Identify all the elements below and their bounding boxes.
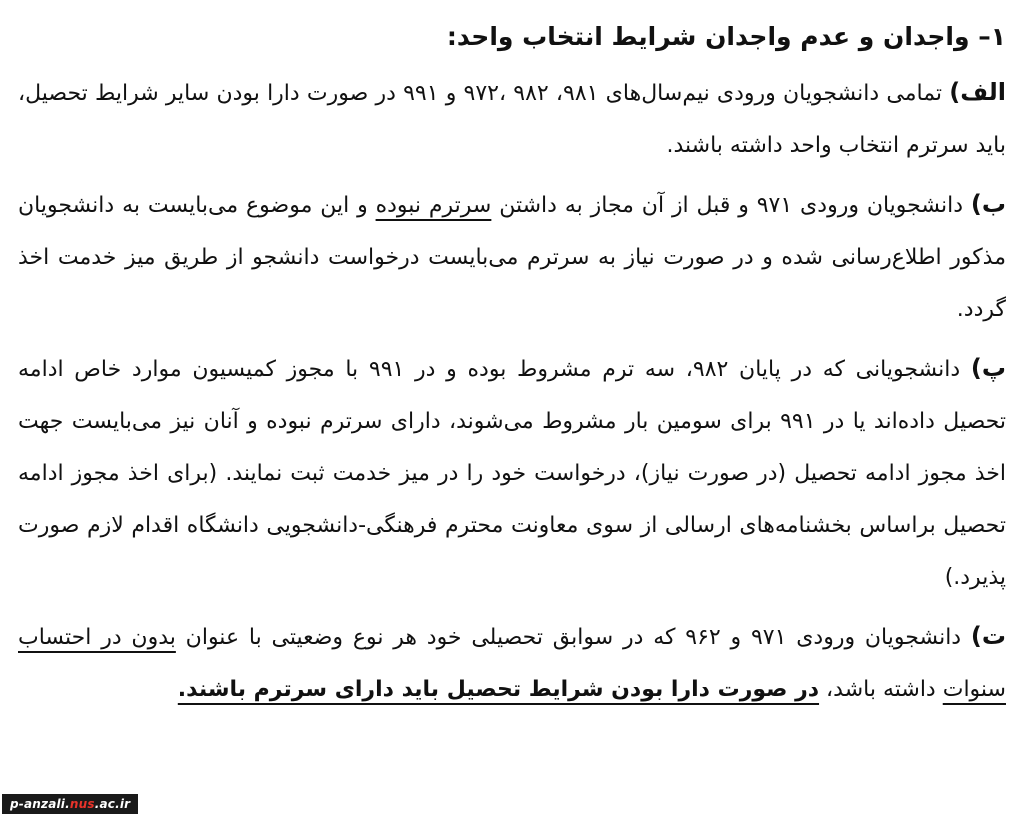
paragraph-label: ب) <box>970 190 1006 218</box>
paragraph-be <box>18 178 1006 336</box>
section-heading: ۱– واجدان و عدم واجدان شرایط انتخاب واحد: <box>446 22 1006 51</box>
paragraph-text: دانشجویان ورودی ۹۷۱ و قبل از آن مجاز به داشتن <box>499 193 964 218</box>
paragraph-pe <box>18 342 1006 604</box>
paragraph-text: داشته باشد، <box>826 677 936 702</box>
paragraph-te <box>18 610 1006 716</box>
paragraph-text: دانشجویانی که در پایان ۹۸۲، سه ترم مشروط بوده و در ۹۹۱ با مجوز کمیسیون موارد خاص ادامه تحصیل داده‌اند یا در ۹۹۱ برای سومین بار مشروط می‌شوند، دارای سرترم نبوده و آنان نیز می‌بایست جهت اخذ مجوز ادامه تحصیل (در صورت نیاز)، درخواست خود را در میز خدمت ثبت نمایند. (برای اخذ مجوز ادامه تحصیل براساس بخشنامه‌های ارسالی از سوی معاونت محترم فرهنگی-دانشجویی دانشگاه اقدام لازم صورت پذیرد.) <box>18 357 1006 590</box>
paragraph-text: و این موضوع می‌بایست به دانشجویان مذکور اطلاع‌رسانی شده و در صورت نیاز به سرترم می‌بایست درخواست دانشجو از طریق میز خدمت اخذ گردد. <box>18 193 1006 322</box>
underlined-phrase: بدون در احتساب سنوات <box>18 625 1006 702</box>
watermark-suffix: .ac.ir <box>94 797 131 811</box>
paragraph-label: الف) <box>949 78 1007 106</box>
paragraph-text: تمامی دانشجویان ورودی نیم‌سال‌های ۹۸۱، ۹۸۲ ،۹۷۲ و ۹۹۱ در صورت دارا بودن سایر شرایط تحصیل، باید سرترم انتخاب واحد داشته باشند. <box>18 81 1006 158</box>
watermark-prefix: p-anzali. <box>10 797 70 811</box>
document-body <box>18 14 1006 722</box>
paragraph-label: ت) <box>970 622 1007 650</box>
watermark-accent: nus <box>69 797 95 811</box>
paragraph-label: پ) <box>970 354 1007 382</box>
site-watermark <box>2 794 138 814</box>
paragraph-text: دانشجویان ورودی ۹۷۱ و ۹۶۲ که در سوابق تحصیلی خود هر نوع وضعیتی با عنوان <box>185 625 962 650</box>
underlined-phrase: سرترم نبوده <box>375 193 492 218</box>
bold-underlined-phrase: در صورت دارا بودن شرایط تحصیل باید دارای سرترم باشند. <box>177 677 820 702</box>
paragraph-alef <box>18 66 1006 172</box>
